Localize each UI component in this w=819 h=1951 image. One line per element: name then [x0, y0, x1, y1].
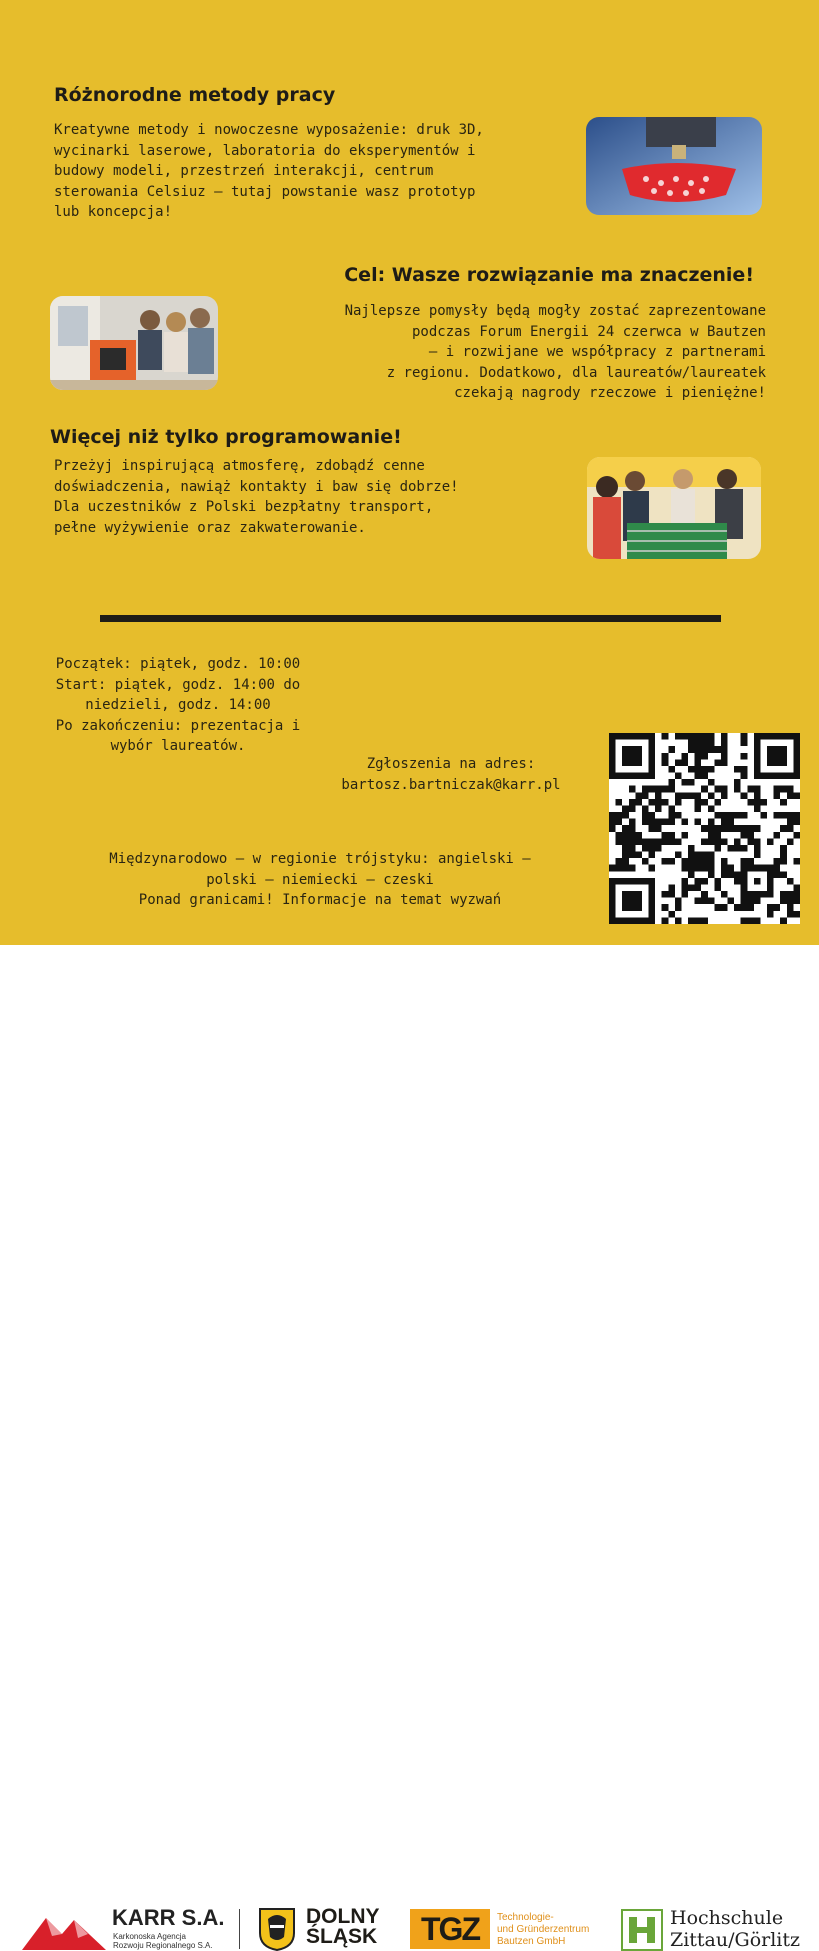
tgz-line1: Technologie- — [497, 1912, 554, 1923]
dolny-line1: DOLNY — [306, 1905, 380, 1928]
hs-line1: Hochschule — [670, 1907, 784, 1929]
karr-logo-icon — [22, 1908, 106, 1950]
text-rozne-metody: Kreatywne metody i nowoczesne wyposażenie: druk 3D, wycinarki laserowe, laboratoria do eksperymentów i budowy modeli, przestrzeń interakcji, centrum sterowania Celsiuz – tutaj powstanie wasz prototyp lub koncepcja! — [54, 122, 484, 220]
tgz-line3: Bautzen GmbH — [497, 1936, 566, 1947]
karr-sub2: Rozwoju Regionalnego S.A. — [113, 1941, 213, 1950]
photo-students-printer — [50, 296, 218, 390]
dolny-slask-crest-icon — [258, 1907, 296, 1951]
tgz-line2: und Gründerzentrum — [497, 1924, 590, 1935]
footer-logos — [0, 945, 819, 1951]
text-cel: Najlepsze pomysły będą mogły zostać zaprezentowane podczas Forum Energii 24 czerwca w Bautzen – i rozwijane we współpracy z partnerami z regionu. Dodatkowo, dla laureatów/laureatek czekają nagrody rzeczowe i pieniężne! — [344, 303, 766, 401]
dolny-line2: ŚLĄSK — [306, 1925, 378, 1948]
photo-foosball — [587, 457, 761, 559]
dolny-slask-text — [306, 1907, 380, 1947]
qr-code-icon[interactable] — [609, 733, 800, 924]
hs-logo-icon — [621, 1909, 663, 1951]
footer-separator — [239, 1909, 240, 1949]
karr-name: KARR S.A. — [112, 1905, 225, 1930]
international-text: Międzynarodowo – w regionie trójstyku: angielski – polski – niemiecki – czeski Ponad granicami! Informacje na temat wyzwań — [109, 851, 531, 908]
heading-cel: Cel: Wasze rozwiązanie ma znaczenie! — [344, 264, 754, 286]
karr-subtitle — [113, 1932, 213, 1950]
poster — [0, 0, 819, 945]
hs-text — [670, 1907, 800, 1951]
karr-sub1: Karkonoska Agencja — [113, 1932, 186, 1941]
heading-rozne-metody: Różnorodne metody pracy — [54, 84, 336, 106]
tgz-mark: TGZ — [410, 1909, 490, 1949]
photo-3d-printer — [586, 117, 762, 215]
heading-wiecej: Więcej niż tylko programowanie! — [50, 426, 402, 448]
text-wiecej: Przeżyj inspirującą atmosferę, zdobądź cenne doświadczenia, nawiąż kontakty i baw się dobrze! Dla uczestników z Polski bezpłatny transport, pełne wyżywienie oraz zakwaterowanie. — [54, 458, 459, 536]
schedule-text: Początek: piątek, godz. 10:00 Start: piątek, godz. 14:00 do niedzieli, godz. 14:00 Po zakończeniu: prezentacja i wybór laureatów. — [55, 656, 301, 754]
divider — [100, 615, 721, 622]
hs-line2: Zittau/Görlitz — [670, 1929, 801, 1951]
registration-text: Zgłoszenia na adres: bartosz.bartniczak@karr.pl — [341, 756, 561, 793]
tgz-text — [497, 1912, 589, 1948]
